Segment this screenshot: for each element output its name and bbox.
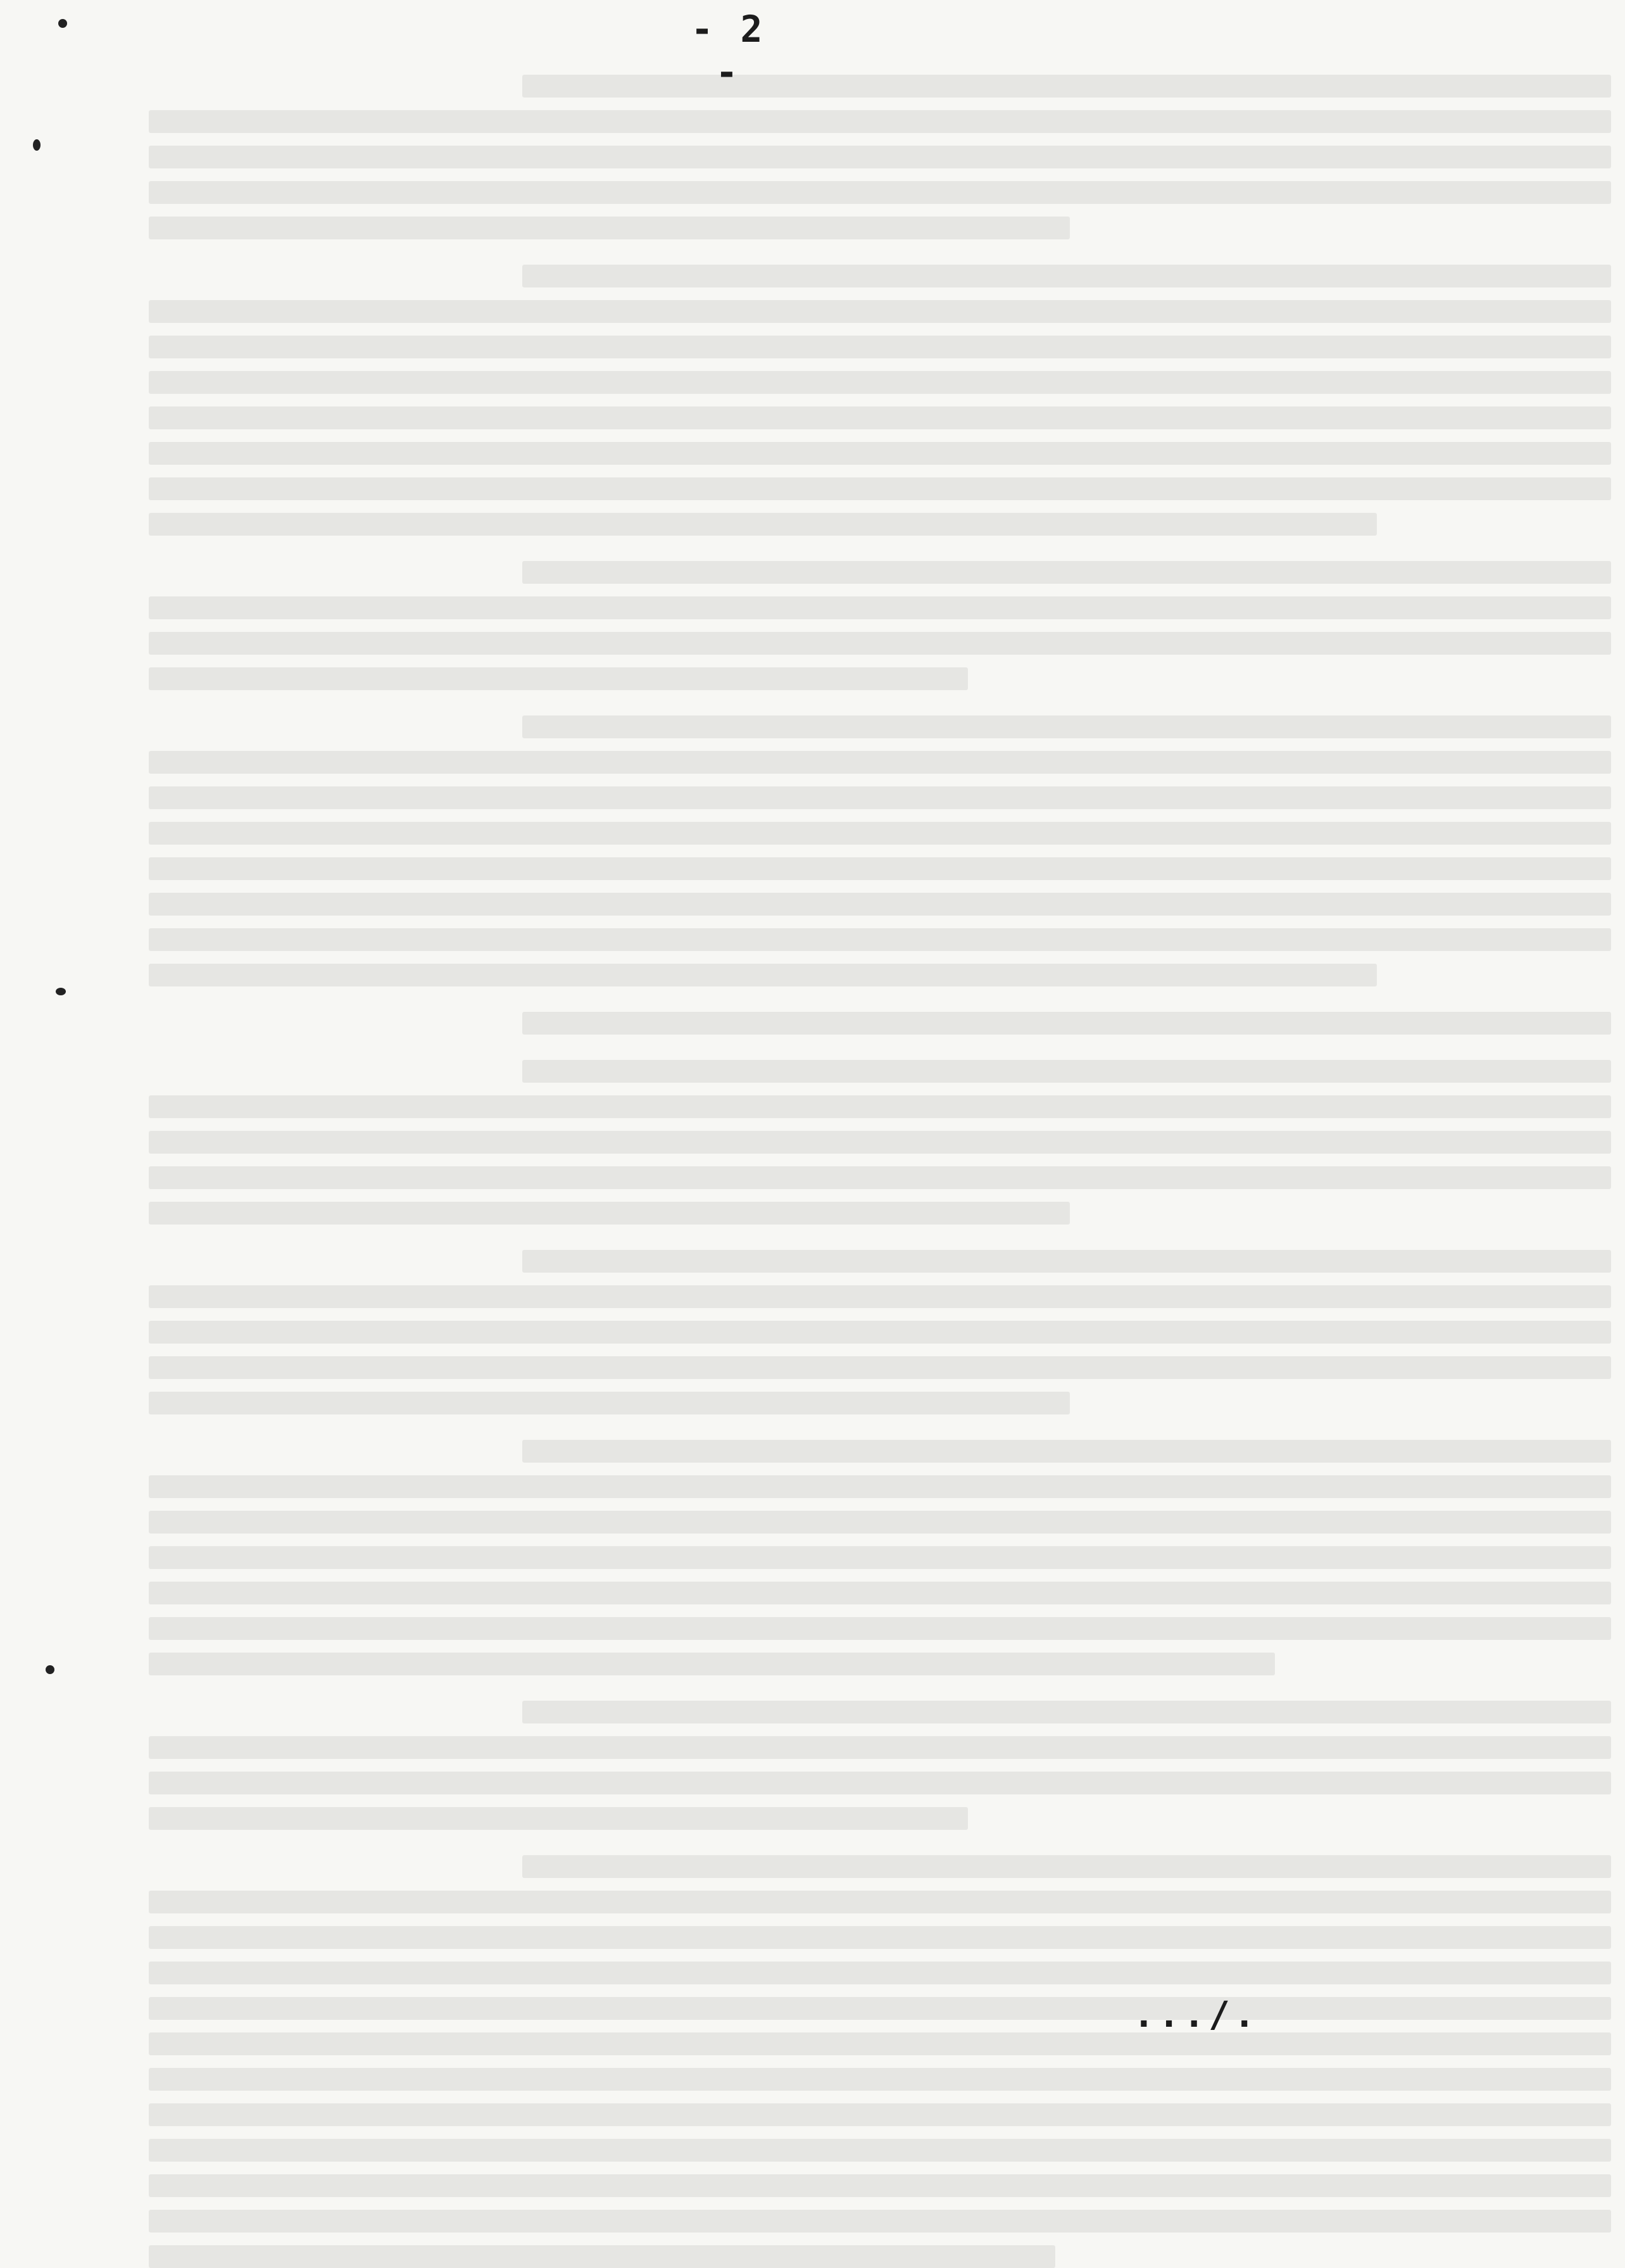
scan-speck	[58, 19, 67, 28]
text-line-placeholder	[149, 667, 968, 690]
text-line-placeholder	[149, 2032, 1611, 2055]
text-line-placeholder	[149, 1653, 1275, 1675]
paragraph-lines	[149, 1440, 1611, 1675]
paragraph	[149, 1060, 1611, 1225]
text-line-placeholder	[149, 1131, 1611, 1154]
text-line-placeholder	[149, 2103, 1611, 2126]
text-line-placeholder	[149, 1736, 1611, 1759]
text-line-placeholder	[522, 1012, 1611, 1035]
paragraph	[149, 1012, 1611, 1035]
paragraph	[149, 75, 1611, 239]
paragraph-lines	[149, 561, 1611, 690]
text-line-placeholder	[149, 1926, 1611, 1949]
text-line-placeholder	[149, 477, 1611, 500]
text-line-placeholder	[149, 596, 1611, 619]
text-line-placeholder	[149, 300, 1611, 323]
text-line-placeholder	[149, 857, 1611, 880]
text-line-placeholder	[149, 1285, 1611, 1308]
scan-speck	[56, 988, 66, 995]
paragraph-lines	[149, 1250, 1611, 1414]
text-line-placeholder	[522, 1250, 1611, 1273]
paragraph-lines	[149, 1855, 1611, 2268]
paragraph-lines	[149, 1701, 1611, 1830]
paragraph	[149, 715, 1611, 986]
text-line-placeholder	[149, 1511, 1611, 1534]
page-number: - 2 -	[691, 8, 765, 94]
text-line-placeholder	[149, 1202, 1070, 1225]
text-line-placeholder	[149, 751, 1611, 774]
text-line-placeholder	[149, 1807, 968, 1830]
text-line-placeholder	[149, 1617, 1611, 1640]
continuation-mark: .../.	[1133, 1994, 1259, 2036]
text-line-placeholder	[149, 110, 1611, 133]
paragraph	[149, 1701, 1611, 1830]
text-line-placeholder	[149, 1475, 1611, 1498]
text-line-placeholder	[149, 181, 1611, 204]
text-line-placeholder	[149, 1582, 1611, 1604]
text-line-placeholder	[522, 715, 1611, 738]
text-line-placeholder	[149, 1962, 1611, 1984]
text-line-placeholder	[149, 513, 1377, 536]
text-line-placeholder	[522, 1440, 1611, 1463]
text-line-placeholder	[149, 893, 1611, 916]
text-line-placeholder	[149, 1392, 1070, 1414]
scan-speck	[46, 1665, 54, 1674]
text-line-placeholder	[149, 442, 1611, 465]
text-line-placeholder	[149, 964, 1377, 986]
paragraph-lines	[149, 75, 1611, 239]
text-line-placeholder	[149, 822, 1611, 845]
text-line-placeholder	[522, 1060, 1611, 1083]
text-line-placeholder	[149, 146, 1611, 168]
text-line-placeholder	[149, 1356, 1611, 1379]
paragraph	[149, 1855, 1611, 2268]
text-line-placeholder	[149, 786, 1611, 809]
text-line-placeholder	[149, 1772, 1611, 1794]
paragraph	[149, 265, 1611, 536]
text-line-placeholder	[149, 1095, 1611, 1118]
document-body	[149, 63, 1611, 2268]
text-line-placeholder	[149, 1546, 1611, 1569]
text-line-placeholder	[522, 1701, 1611, 1723]
text-line-placeholder	[522, 561, 1611, 584]
text-line-placeholder	[149, 336, 1611, 358]
text-line-placeholder	[149, 1321, 1611, 1344]
text-line-placeholder	[149, 1997, 1611, 2020]
text-line-placeholder	[149, 928, 1611, 951]
text-line-placeholder	[522, 1855, 1611, 1878]
scan-speck	[33, 139, 41, 151]
paragraph-lines	[149, 265, 1611, 536]
text-line-placeholder	[522, 265, 1611, 287]
text-line-placeholder	[149, 1891, 1611, 1913]
paragraph	[149, 1250, 1611, 1414]
text-line-placeholder	[149, 2068, 1611, 2091]
text-line-placeholder	[149, 2139, 1611, 2162]
text-line-placeholder	[149, 2245, 1055, 2268]
paragraph-lines	[149, 715, 1611, 986]
text-line-placeholder	[149, 632, 1611, 655]
text-line-placeholder	[149, 217, 1070, 239]
text-line-placeholder	[149, 2174, 1611, 2197]
paragraph	[149, 561, 1611, 690]
paragraph	[149, 1440, 1611, 1675]
text-line-placeholder	[149, 406, 1611, 429]
paragraph-lines	[149, 1060, 1611, 1225]
text-line-placeholder	[149, 1166, 1611, 1189]
text-line-placeholder	[522, 75, 1611, 98]
text-line-placeholder	[149, 2210, 1611, 2233]
paragraph-lines	[149, 1012, 1611, 1035]
text-line-placeholder	[149, 371, 1611, 394]
